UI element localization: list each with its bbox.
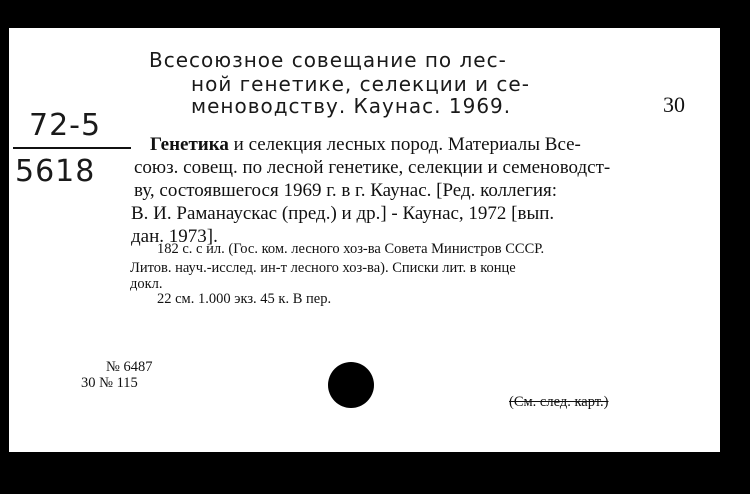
entry-title: Генетика: [150, 134, 229, 155]
entry-line-3: ву, состоявшегося 1969 г. в г. Каунас. [Ред. коллегия:: [134, 180, 558, 201]
physical-description: 22 см. 1.000 экз. 45 к. В пер.: [157, 291, 332, 307]
entry-line-1: [150, 135, 581, 155]
card-punch-hole: [328, 362, 374, 408]
call-number-divider: [13, 147, 131, 149]
call-number-bottom: 5618: [15, 154, 96, 189]
entry-line-4: В. И. Раманаускас (пред.) и др.] - Каунас, 1972 [вып.: [131, 203, 555, 224]
entry-line-5: дан. 1973].: [131, 226, 218, 247]
call-number-top: 72-5: [29, 108, 102, 143]
secondary-number: 30 № 115: [81, 375, 138, 391]
card-number: 30: [663, 92, 685, 117]
entry-line-2: союз. совещ. по лесной генетике, селекции и семеноводст-: [134, 157, 611, 178]
inventory-number: № 6487: [106, 359, 153, 375]
see-next-card-note: (См. след. карт.): [509, 394, 609, 410]
entry-line-1-text: и селекция лесных пород. Материалы Все-: [228, 134, 581, 155]
handwritten-line-3: меноводству. Каунас. 1969.: [191, 94, 512, 118]
details-line-1: 182 с. с ил. (Гос. ком. лесного хоз-ва Совета Министров СССР.: [157, 241, 545, 257]
details-line-3: докл.: [130, 276, 163, 292]
handwritten-line-1: Всесоюзное совещание по лес-: [149, 48, 507, 72]
details-line-2: Литов. науч.-исслед. ин-т лесного хоз-ва). Списки лит. в конце: [130, 260, 516, 276]
catalog-card: [9, 28, 720, 452]
handwritten-line-2: ной генетике, селекции и се-: [191, 72, 530, 96]
